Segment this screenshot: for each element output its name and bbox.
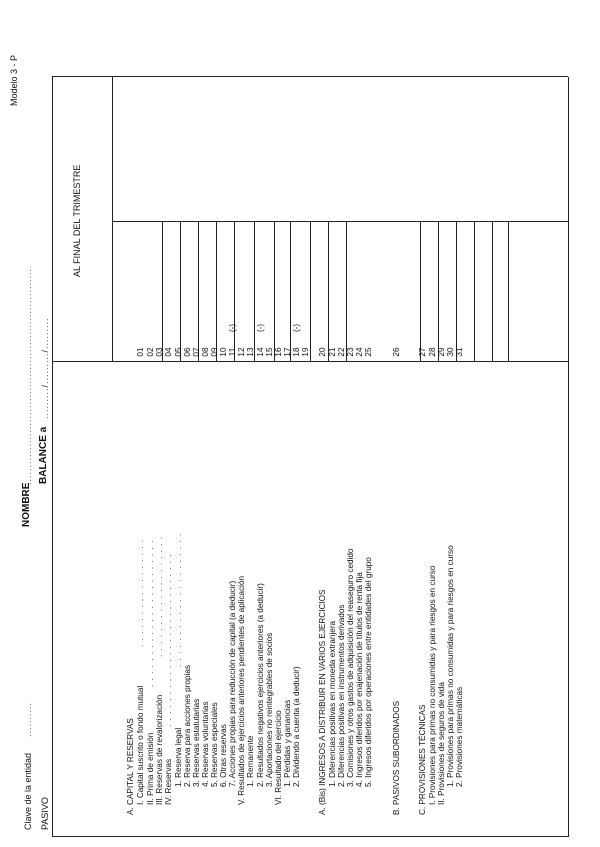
row-label: 4. Reservas voluntarias [201, 701, 210, 787]
amount-grid-line [438, 222, 439, 362]
row-code: 07 [192, 347, 201, 357]
row-label: 5. Reservas especiales [210, 702, 219, 787]
row-code: 09 [210, 347, 219, 357]
negative-mark: (-) [256, 324, 265, 332]
row-code: 15 [265, 347, 274, 357]
leader-dots: . . . . . . . . . . . . . . . . . . . . . . . . . . . [164, 553, 173, 727]
balance-label: BALANCE a [38, 426, 49, 484]
row-code: 21 [328, 347, 337, 357]
row-code: 28 [428, 347, 437, 357]
nombre-dots: .............................................................. [23, 267, 33, 485]
row-label: 1. Remanente [246, 735, 255, 787]
row-code: 13 [246, 347, 255, 357]
row-code: 26 [392, 347, 401, 357]
column-header: AL FINAL DEL TRIMESTRE [72, 164, 82, 277]
row-code: 27 [418, 347, 427, 357]
row-code: 31 [455, 347, 464, 357]
row-code: 19 [301, 347, 310, 357]
row-label: 6. Otras reservas [219, 724, 228, 787]
balance-date: ........./........./......... [40, 317, 50, 419]
row-code: 08 [201, 347, 210, 357]
amount-grid-line [474, 222, 475, 362]
row-code: 01 [136, 347, 145, 357]
row-code: 20 [318, 347, 327, 357]
row-label: VI. Resultado del ejercicio [274, 710, 283, 805]
row-label: II. Prima de emisión [146, 732, 155, 805]
clave-dots: .......... [23, 701, 33, 737]
row-code: 22 [337, 347, 346, 357]
table-left-border [52, 836, 568, 837]
row-code: 25 [364, 347, 373, 357]
amount-grid-line [216, 222, 217, 362]
row-code: 14 [256, 347, 265, 357]
amount-grid-line [420, 222, 421, 362]
row-label: III. Reservas de revalorización [155, 694, 164, 805]
row-label: 3. Reservas estatutarias [192, 698, 201, 787]
amount-grid-line [234, 222, 235, 362]
column-header-divider [112, 77, 113, 362]
row-label: I. Provisiones para primas no consumidas y para riesgos en curso [428, 565, 437, 805]
leader-dots: . . . . . . . . . . . . . . . . . . . [155, 535, 164, 657]
row-label: 2. Provisiones matemáticas [455, 686, 464, 787]
row-code: 06 [183, 347, 192, 357]
table-right-border [52, 76, 568, 77]
modelo-label: Modelo 3 - P [9, 54, 19, 106]
amount-grid-line [180, 222, 181, 362]
row-label: 7. Acciones propias para reducción de capital (a deducir) [228, 580, 237, 787]
row-code: 24 [355, 347, 364, 357]
amount-grid-line [456, 222, 457, 362]
row-code: 23 [346, 347, 355, 357]
row-label: 2. Diferencias positivas en instrumentos derivados [337, 604, 346, 787]
row-label: C. PROVISIONES TÉCNICAS [418, 704, 427, 815]
amount-grid-line [328, 222, 329, 362]
row-label: II. Provisiones de seguros de vida [437, 682, 446, 805]
row-label: 5. Ingresos diferidos por operaciones entre entidades del grupo [364, 557, 373, 787]
row-code: 18 [292, 347, 301, 357]
clave-label: Clave de la entidad [23, 752, 33, 830]
row-label: B. PASIVOS SUBORDINADOS [392, 700, 401, 815]
row-label: 2. Resultados negativos ejercicios anteriores (a deducir) [256, 583, 265, 787]
amount-grid-line [162, 222, 163, 362]
row-label: 1. Reserva legal [174, 727, 183, 787]
row-label: 2. Reserva para acciones propias [183, 665, 192, 787]
row-code: 05 [174, 347, 183, 357]
row-code: 11 [228, 347, 237, 357]
amount-grid-line [198, 222, 199, 362]
amount-grid-line [290, 222, 291, 362]
amount-grid-line [346, 222, 347, 362]
row-label: A. (Bis) INGRESOS A DISTRIBUIR EN VARIOS EJERCICIOS [318, 589, 327, 815]
row-code: 12 [237, 347, 246, 357]
row-code: 16 [274, 347, 283, 357]
pasivo-label: PASIVO [40, 797, 50, 830]
amount-grid-line [492, 222, 493, 362]
amount-grid-line [254, 222, 255, 362]
row-label: 1. Provisiones para primas no consumidas y para riesgos en curso [446, 545, 455, 787]
row-code: 03 [155, 347, 164, 357]
row-label: 3. Comisiones y otros gastos de adquisición del reaseguro cedido [346, 548, 355, 787]
row-code: 30 [446, 347, 455, 357]
amount-grid-line [310, 222, 311, 362]
row-label: 4. Ingresos diferidos por enajenación de títulos de renta fija [355, 572, 364, 787]
leader-dots: . . . . . . . . . . . . . . . . . [136, 538, 145, 647]
row-label: 1. Diferencias positivas en moneda extranjera [328, 620, 337, 787]
row-label: 1. Pérdidas y ganancias [283, 699, 292, 787]
table-top-border [52, 77, 53, 837]
row-label: I. Capital suscrito o fondo mutual [136, 685, 145, 805]
row-label: 2. Dividendo a cuenta (a deducir) [292, 666, 301, 787]
nombre-label: NOMBRE [21, 482, 32, 527]
row-label: 3. Aportaciones no reintegrables de socios [265, 632, 274, 787]
negative-mark: (-) [292, 324, 301, 332]
table-bottom-border [568, 77, 569, 837]
row-label: V. Resultados de ejercicios anteriores pendientes de aplicación [237, 575, 246, 805]
leader-dots: . . . . . . . . . . . . . . . . . . . . . [174, 532, 183, 667]
amount-grid-line [274, 222, 275, 362]
row-code: 29 [437, 347, 446, 357]
row-code: 17 [283, 347, 292, 357]
row-code: 04 [164, 347, 173, 357]
row-label: IV. Reservas [164, 758, 173, 805]
negative-mark: (-) [228, 324, 237, 332]
row-code: 10 [219, 347, 228, 357]
row-label: A. CAPITAL Y RESERVAS [126, 718, 135, 815]
leader-dots: . . . . . . . . . . . . . . . . . . . . . . . [146, 539, 155, 687]
amount-grid-line [508, 222, 509, 362]
row-code: 02 [146, 347, 155, 357]
